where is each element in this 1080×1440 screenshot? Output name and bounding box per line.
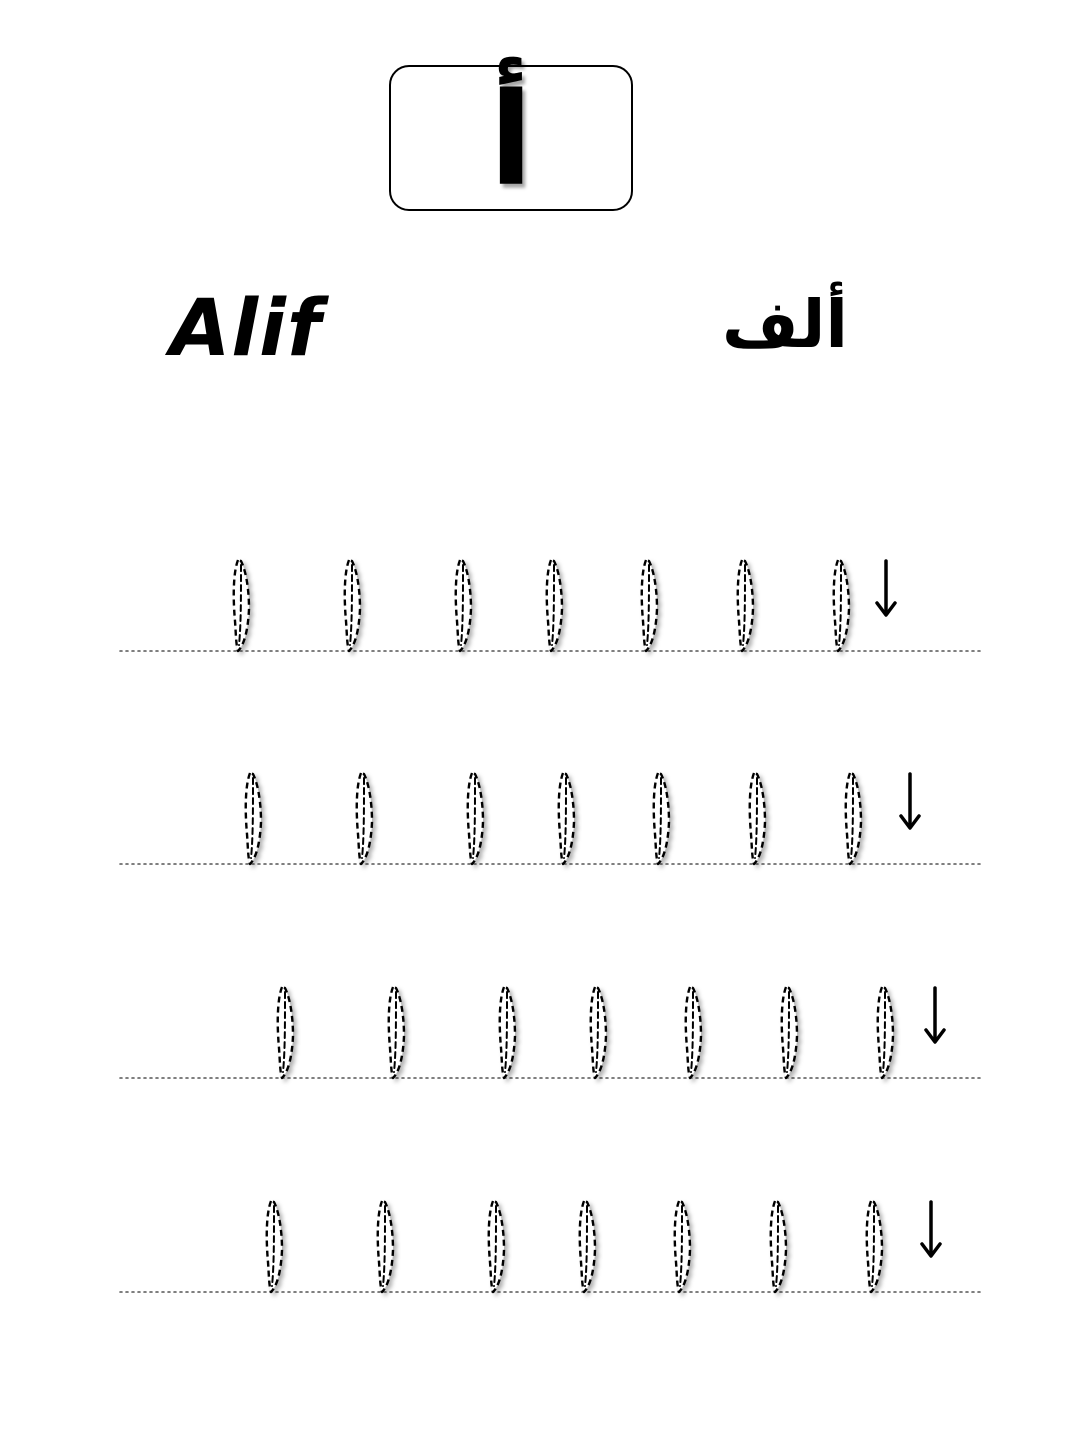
down-arrow-icon [901, 774, 919, 828]
down-arrow-icon [926, 988, 944, 1042]
latin-letter-name: Alif [170, 284, 322, 374]
down-arrow-icon [922, 1202, 940, 1256]
down-arrow-icon [877, 561, 895, 615]
arabic-letter-name: ألف [721, 286, 848, 363]
letter-glyph: أ [489, 66, 533, 215]
